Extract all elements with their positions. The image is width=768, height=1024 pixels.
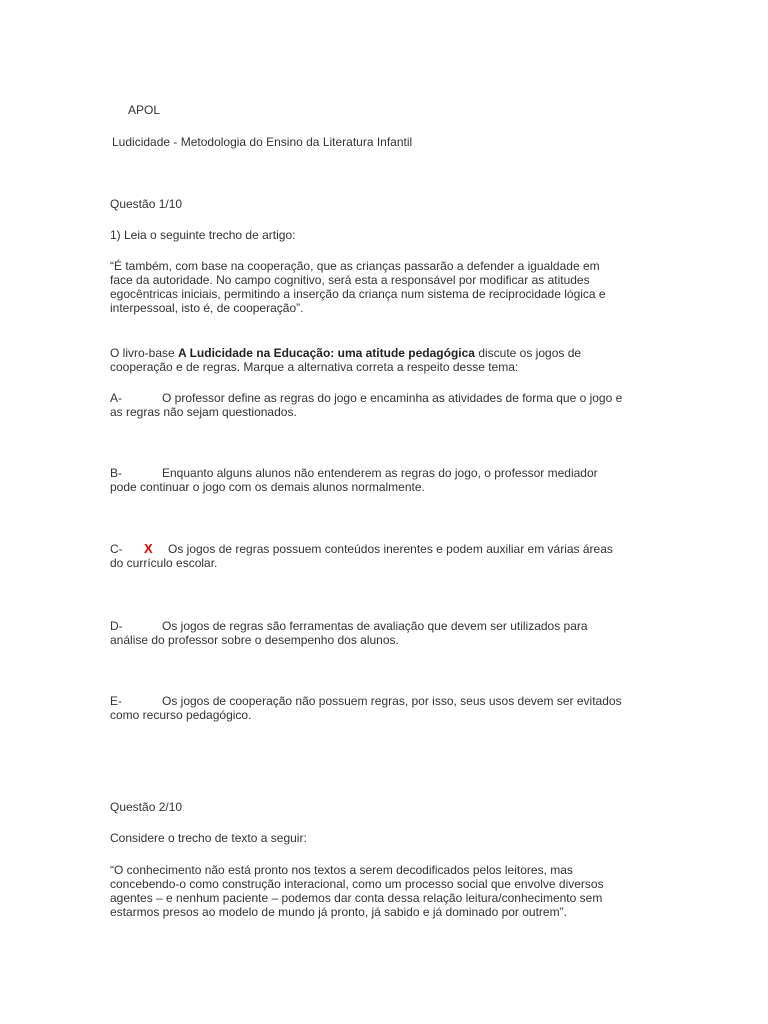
book-title: A Ludicidade na Educação: uma atitude pedagógica <box>178 346 475 360</box>
option-c[interactable] <box>110 542 660 570</box>
option-text: Os jogos de regras possuem conteúdos inerentes e podem auxiliar em várias áreas <box>168 542 613 556</box>
question-1-prompt: 1) Leia o seguinte trecho de artigo: <box>110 228 296 242</box>
option-a[interactable] <box>110 391 660 419</box>
option-text: Enquanto alguns alunos não entenderem as regras do jogo, o professor mediador <box>162 466 598 480</box>
answer-mark-x: X <box>144 541 153 556</box>
question-2-quote <box>110 863 660 919</box>
question-1-heading: Questão 1/10 <box>110 197 183 211</box>
quote-line: estarmos presos ao modelo de mundo já pronto, já sabido e já dominado por outrem”. <box>110 905 567 919</box>
instruction-text: discute os jogos de <box>474 346 582 360</box>
option-d[interactable] <box>110 619 660 647</box>
document-subtitle: Ludicidade - Metodologia do Ensino da Literatura Infantil <box>112 135 413 149</box>
option-letter: E- <box>110 694 122 708</box>
option-letter: A- <box>110 391 122 405</box>
question-2-heading: Questão 2/10 <box>110 800 183 814</box>
option-text: O professor define as regras do jogo e encaminha as atividades de forma que o jogo e <box>162 391 623 405</box>
option-letter: B- <box>110 466 122 480</box>
quote-line: “O conhecimento não está pronto nos textos a serem decodificados pelos leitores, mas <box>110 863 573 877</box>
instruction-text: cooperação e de regras. Marque a alternativa correta a respeito desse tema: <box>110 360 519 374</box>
option-text: do currículo escolar. <box>110 556 218 570</box>
option-text: pode continuar o jogo com os demais alunos normalmente. <box>110 480 425 494</box>
option-text: as regras não sejam questionados. <box>110 405 297 419</box>
option-text: análise do professor sobre o desempenho dos alunos. <box>110 633 399 647</box>
quote-line: interpessoal, isto é, de cooperação”. <box>110 301 304 315</box>
document-title: APOL <box>128 103 161 117</box>
option-letter: D- <box>110 619 123 633</box>
question-2-prompt: Considere o trecho de texto a seguir: <box>110 831 307 845</box>
question-1-quote <box>110 259 660 315</box>
quote-line: agentes – e nenhum paciente – podemos dar conta dessa relação leitura/conhecimento sem <box>110 891 603 905</box>
option-b[interactable] <box>110 466 660 494</box>
quote-line: “É também, com base na cooperação, que as crianças passarão a defender a igualdade em <box>110 259 600 273</box>
instruction-text: O livro-base <box>110 346 179 360</box>
option-e[interactable] <box>110 694 660 722</box>
question-1-instruction <box>110 346 660 374</box>
option-text: Os jogos de regras são ferramentas de avaliação que devem ser utilizados para <box>162 619 588 633</box>
option-text: como recurso pedagógico. <box>110 708 252 722</box>
option-text: Os jogos de cooperação não possuem regras, por isso, seus usos devem ser evitados <box>162 694 622 708</box>
quote-line: concebendo-o como construção interacional, como um processo social que envolve diversos <box>110 877 604 891</box>
quote-line: face da autoridade. No campo cognitivo, será esta a responsável por modificar as atitudes <box>110 273 590 287</box>
quote-line: egocêntricas iniciais, permitindo a inserção da criança num sistema de reciprocidade lógica e <box>110 287 606 301</box>
option-letter: C- <box>110 542 123 556</box>
